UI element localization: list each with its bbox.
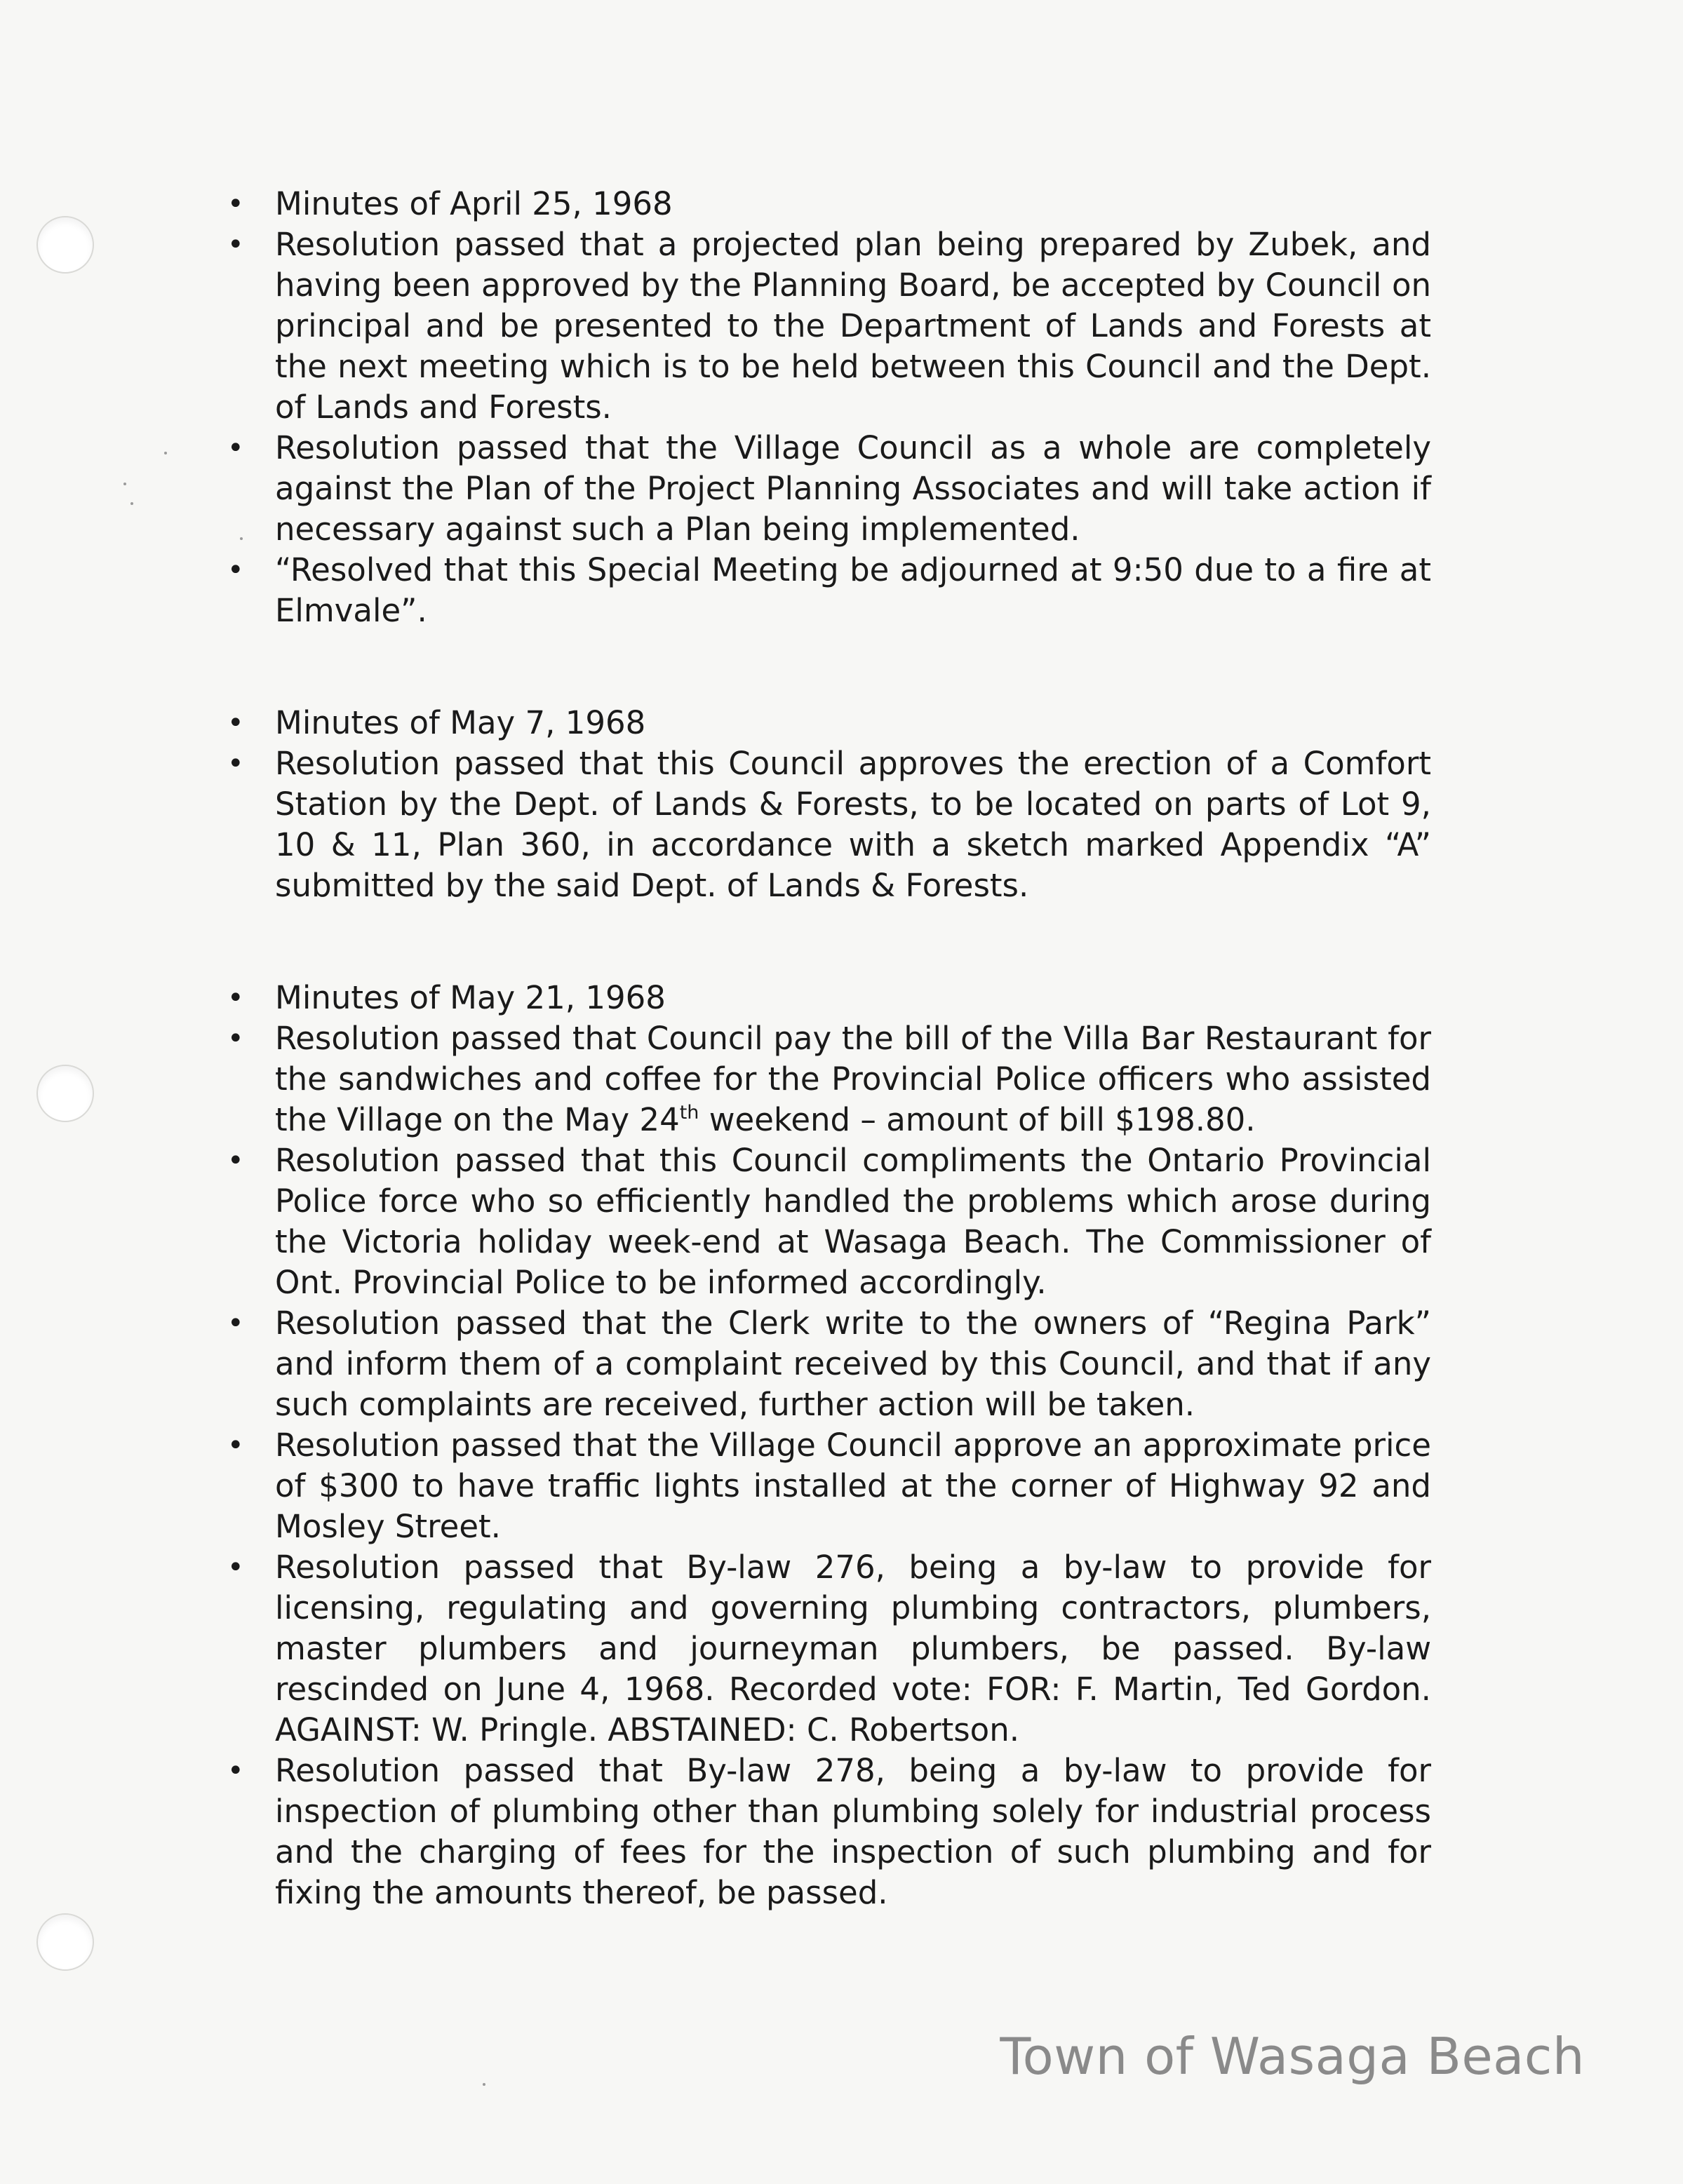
resolution-text: Resolution passed that the Village Council approve an approximate price of $300 to have traffic lights installed at the corner of Highway 92 and Mosley Street. [275, 1427, 1431, 1545]
resolution-text: Resolution passed that By-law 276, being a by-law to provide for licensing, regulating and governing plumbing contractors, plumbers, master plumbers and journeyman plumbers, be passed. By-law rescinded on June 4, 1968. Recorded vote: FOR: F. Martin, Ted Gordon. AGAINST: W. Pringle. ABSTAINED: C. Robertson. [275, 1549, 1431, 1748]
minutes-heading: Minutes of May 21, 1968 [275, 979, 666, 1016]
minutes-section-may-7 [224, 703, 1431, 906]
ordinal-suffix: th [679, 1102, 699, 1124]
bullet-icon: • [227, 229, 244, 261]
minutes-heading: Minutes of April 25, 1968 [275, 185, 673, 222]
resolution-text: Resolution passed that the Village Council as a whole are completely against the Plan of the Project Planning Associates and will take action if necessary against such a Plan being implemented. [275, 429, 1431, 548]
minutes-item [224, 184, 1431, 224]
resolution-text-part: Resolution passed that Council pay the bill of the Villa Bar Restaurant for the sandwiches and coffee for the Provincial Police officers who assisted the Village on the May 24 [275, 1020, 1431, 1138]
minutes-item [224, 703, 1431, 743]
resolution-text: Resolution passed that By-law 278, being a by-law to provide for inspection of plumbing other than plumbing solely for industrial process and the charging of fees for the inspection of such plumbing and for fixing the amounts thereof, be passed. [275, 1752, 1431, 1911]
resolution-text-part: weekend – amount of bill $198.80. [699, 1101, 1256, 1138]
resolution-text: “Resolved that this Special Meeting be adjourned at 9:50 due to a fire at Elmvale”. [275, 551, 1431, 629]
bullet-icon: • [227, 1023, 244, 1055]
minutes-item [224, 1140, 1431, 1303]
bullet-icon: • [227, 1307, 244, 1340]
minutes-item [224, 1547, 1431, 1751]
scan-speck [123, 483, 126, 485]
punch-hole [36, 1065, 94, 1122]
scan-speck [164, 452, 167, 454]
punch-hole [36, 1913, 94, 1971]
resolution-text: Resolution passed that this Council compliments the Ontario Provincial Police force who so efficiently handled the problems which arose during the Victoria holiday week-end at Wasaga Beach. The Commissioner of Ont. Provincial Police to be informed accordingly. [275, 1142, 1431, 1301]
bullet-icon: • [227, 1145, 244, 1177]
watermark: Town of Wasaga Beach [1000, 2027, 1585, 2086]
minutes-item [224, 1303, 1431, 1425]
bullet-icon: • [227, 188, 244, 220]
minutes-item [224, 428, 1431, 550]
bullet-icon: • [227, 554, 244, 586]
minutes-content [224, 184, 1431, 1913]
minutes-item [224, 743, 1431, 906]
resolution-text: Resolution passed that this Council approves the erection of a Comfort Station by the Dept. of Lands & Forests, to be located on parts of Lot 9, 10 & 11, Plan 360, in accordance with a sketch marked Appendix “A” submitted by the said Dept. of Lands & Forests. [275, 745, 1431, 904]
bullet-icon: • [227, 1429, 244, 1462]
bullet-icon: • [227, 1551, 244, 1584]
resolution-text: Resolution passed that a projected plan being prepared by Zubek, and having been approved by the Planning Board, be accepted by Council on principal and be presented to the Department of Lands and Forests at the next meeting which is to be held between this Council and the Dept. of Lands and Forests. [275, 226, 1431, 426]
minutes-section-april-25 [224, 184, 1431, 631]
minutes-item [224, 1018, 1431, 1140]
bullet-icon: • [227, 432, 244, 464]
bullet-icon: • [227, 707, 244, 739]
minutes-item [224, 1751, 1431, 1913]
minutes-item [224, 978, 1431, 1018]
minutes-item [224, 550, 1431, 631]
punch-hole [36, 216, 94, 274]
minutes-section-may-21 [224, 978, 1431, 1913]
bullet-icon: • [227, 1755, 244, 1787]
bullet-icon: • [227, 982, 244, 1014]
resolution-text [275, 1020, 1431, 1138]
minutes-item [224, 224, 1431, 428]
minutes-heading: Minutes of May 7, 1968 [275, 704, 646, 741]
scan-speck [130, 502, 133, 505]
scan-speck [483, 2083, 485, 2086]
bullet-icon: • [227, 748, 244, 780]
resolution-text: Resolution passed that the Clerk write to the owners of “Regina Park” and inform them of a complaint received by this Council, and that if any such complaints are received, further action will be taken. [275, 1305, 1431, 1423]
minutes-item [224, 1425, 1431, 1547]
